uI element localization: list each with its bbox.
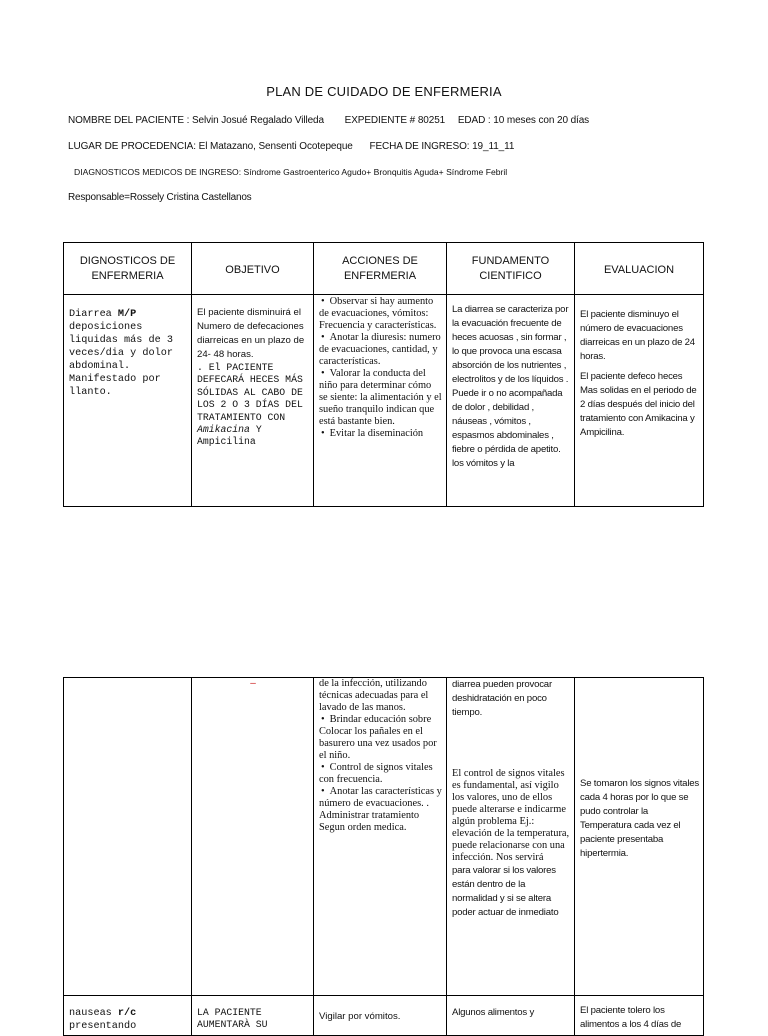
origin-value: El Matazano, Sensenti Ocotepeque (198, 141, 353, 152)
header-fundamento: FUNDAMENTO CIENTIFICO (447, 243, 575, 295)
header-evaluation: EVALUACION (575, 243, 704, 295)
fundamento-cell: Algunos alimentos y (447, 996, 575, 1036)
care-plan-table-continued (63, 677, 704, 1036)
objective-cell: El paciente disminuirá el Numero de defecaciones diarreicas en un plazo de 24- 48 horas. . El PACIENTE DEFECARÁ HECES MÁS SÓLIDAS AL CABO DE LOS 2 O 3 DÍAS DEL TRATAMIENTO CON Amikacina Y Ampicilina (192, 295, 314, 507)
page-title: PLAN DE CUIDADO DE ENFERMERIA (266, 84, 502, 99)
fundamento-cell: La diarrea se caracteriza por la evacuación frecuente de heces acuosas , sin formar , lo que provoca una escasa absorción de los nutrientes , electrolitos y de los líquidos . Puede ir o no acompañada de dolor , debilidad , náuseas , vómitos , espasmos abdominales , fiebre o pérdida de apetito. los vómitos y la (447, 295, 575, 507)
admission-date: FECHA DE INGRESO: 19_11_11 (369, 141, 515, 152)
actions-cell: de la infección, utilizando técnicas adecuadas para el lavado de las manos. • Brindar educación sobre Colocar los pañales en el basurero una vez usados por el niño. • Control de signos vitales con frecuencia. • Anotar las características y número de evacuaciones. . Administrar tratamiento Segun orden medica. (314, 678, 447, 996)
evaluation-cell: El paciente tolero los alimentos a los 4 días de (575, 996, 704, 1036)
record-number: EXPEDIENTE # 80251 (344, 115, 446, 126)
objective-cell: LA PACIENTE AUMENTARÀ SU (192, 996, 314, 1036)
care-plan-table (63, 242, 704, 507)
origin-label: LUGAR DE PROCEDENCIA: (68, 141, 196, 152)
patient-info-line (68, 115, 589, 126)
header-actions: ACCIONES DE ENFERMERIA (314, 243, 447, 295)
responsible-line: Responsable=Rossely Cristina Castellanos (68, 192, 252, 203)
fundamento-cell: diarrea pueden provocar deshidratación en poco tiempo. El control de signos vitales es fundamental, así vigilo los valores, uno de ellos puede alterarse e indicarme algún problema Ej.: elevación de la temperatura, puede relacionarse con una infección. Nos servirá para valorar si los valores están dentro de la normalidad y si se altera poder actuar de inmediato (447, 678, 575, 996)
evaluation-cell: Se tomaron los signos vitales cada 4 horas por lo que se pudo controlar la Temperatura cada vez el paciente presentaba hipertermia. (575, 678, 704, 996)
table-row (64, 678, 704, 996)
actions-cell: • Observar si hay aumento de evacuaciones, vómitos: Frecuencia y características. • Anotar la diuresis: numero de evacuaciones, cantidad, y características. • Valorar la conducta del niño para determinar cómo se siente: la alimentación y el sueño tranquilo indican que está bastante bien. • Evitar la diseminación (314, 295, 447, 507)
header-diagnosis: DIGNOSTICOS DE ENFERMERIA (64, 243, 192, 295)
header-objective: OBJETIVO (192, 243, 314, 295)
diagnosis-cell: nauseas r/c presentando (64, 996, 192, 1036)
diagnosis-cell: Diarrea M/P deposiciones liquidas más de 3 veces/dia y dolor abdominal. Manifestado por llanto. (64, 295, 192, 507)
patient-name: Selvin Josué Regalado Villeda (191, 115, 324, 126)
objective-cell: – (192, 678, 314, 996)
patient-label: NOMBRE DEL PACIENTE : (68, 115, 190, 126)
medical-diagnoses-line: DIAGNOSTICOS MEDICOS DE INGRESO: Síndrome Gastroenterico Agudo+ Bronquitis Aguda+ Síndrome Febril (74, 167, 508, 177)
table-header-row (64, 243, 704, 295)
origin-info-line (68, 141, 514, 152)
actions-cell: Vigilar por vómitos. (314, 996, 447, 1036)
patient-age: EDAD : 10 meses con 20 días (457, 115, 590, 126)
table-row (64, 996, 704, 1036)
diagnosis-cell (64, 678, 192, 996)
evaluation-cell: El paciente disminuyo el número de evacuaciones diarreicas en un plazo de 24 horas. El paciente defeco heces Mas solidas en el periodo de 2 días después del inicio del tratamiento con Amikacina y Ampicilina. (575, 295, 704, 507)
table-row (64, 295, 704, 507)
